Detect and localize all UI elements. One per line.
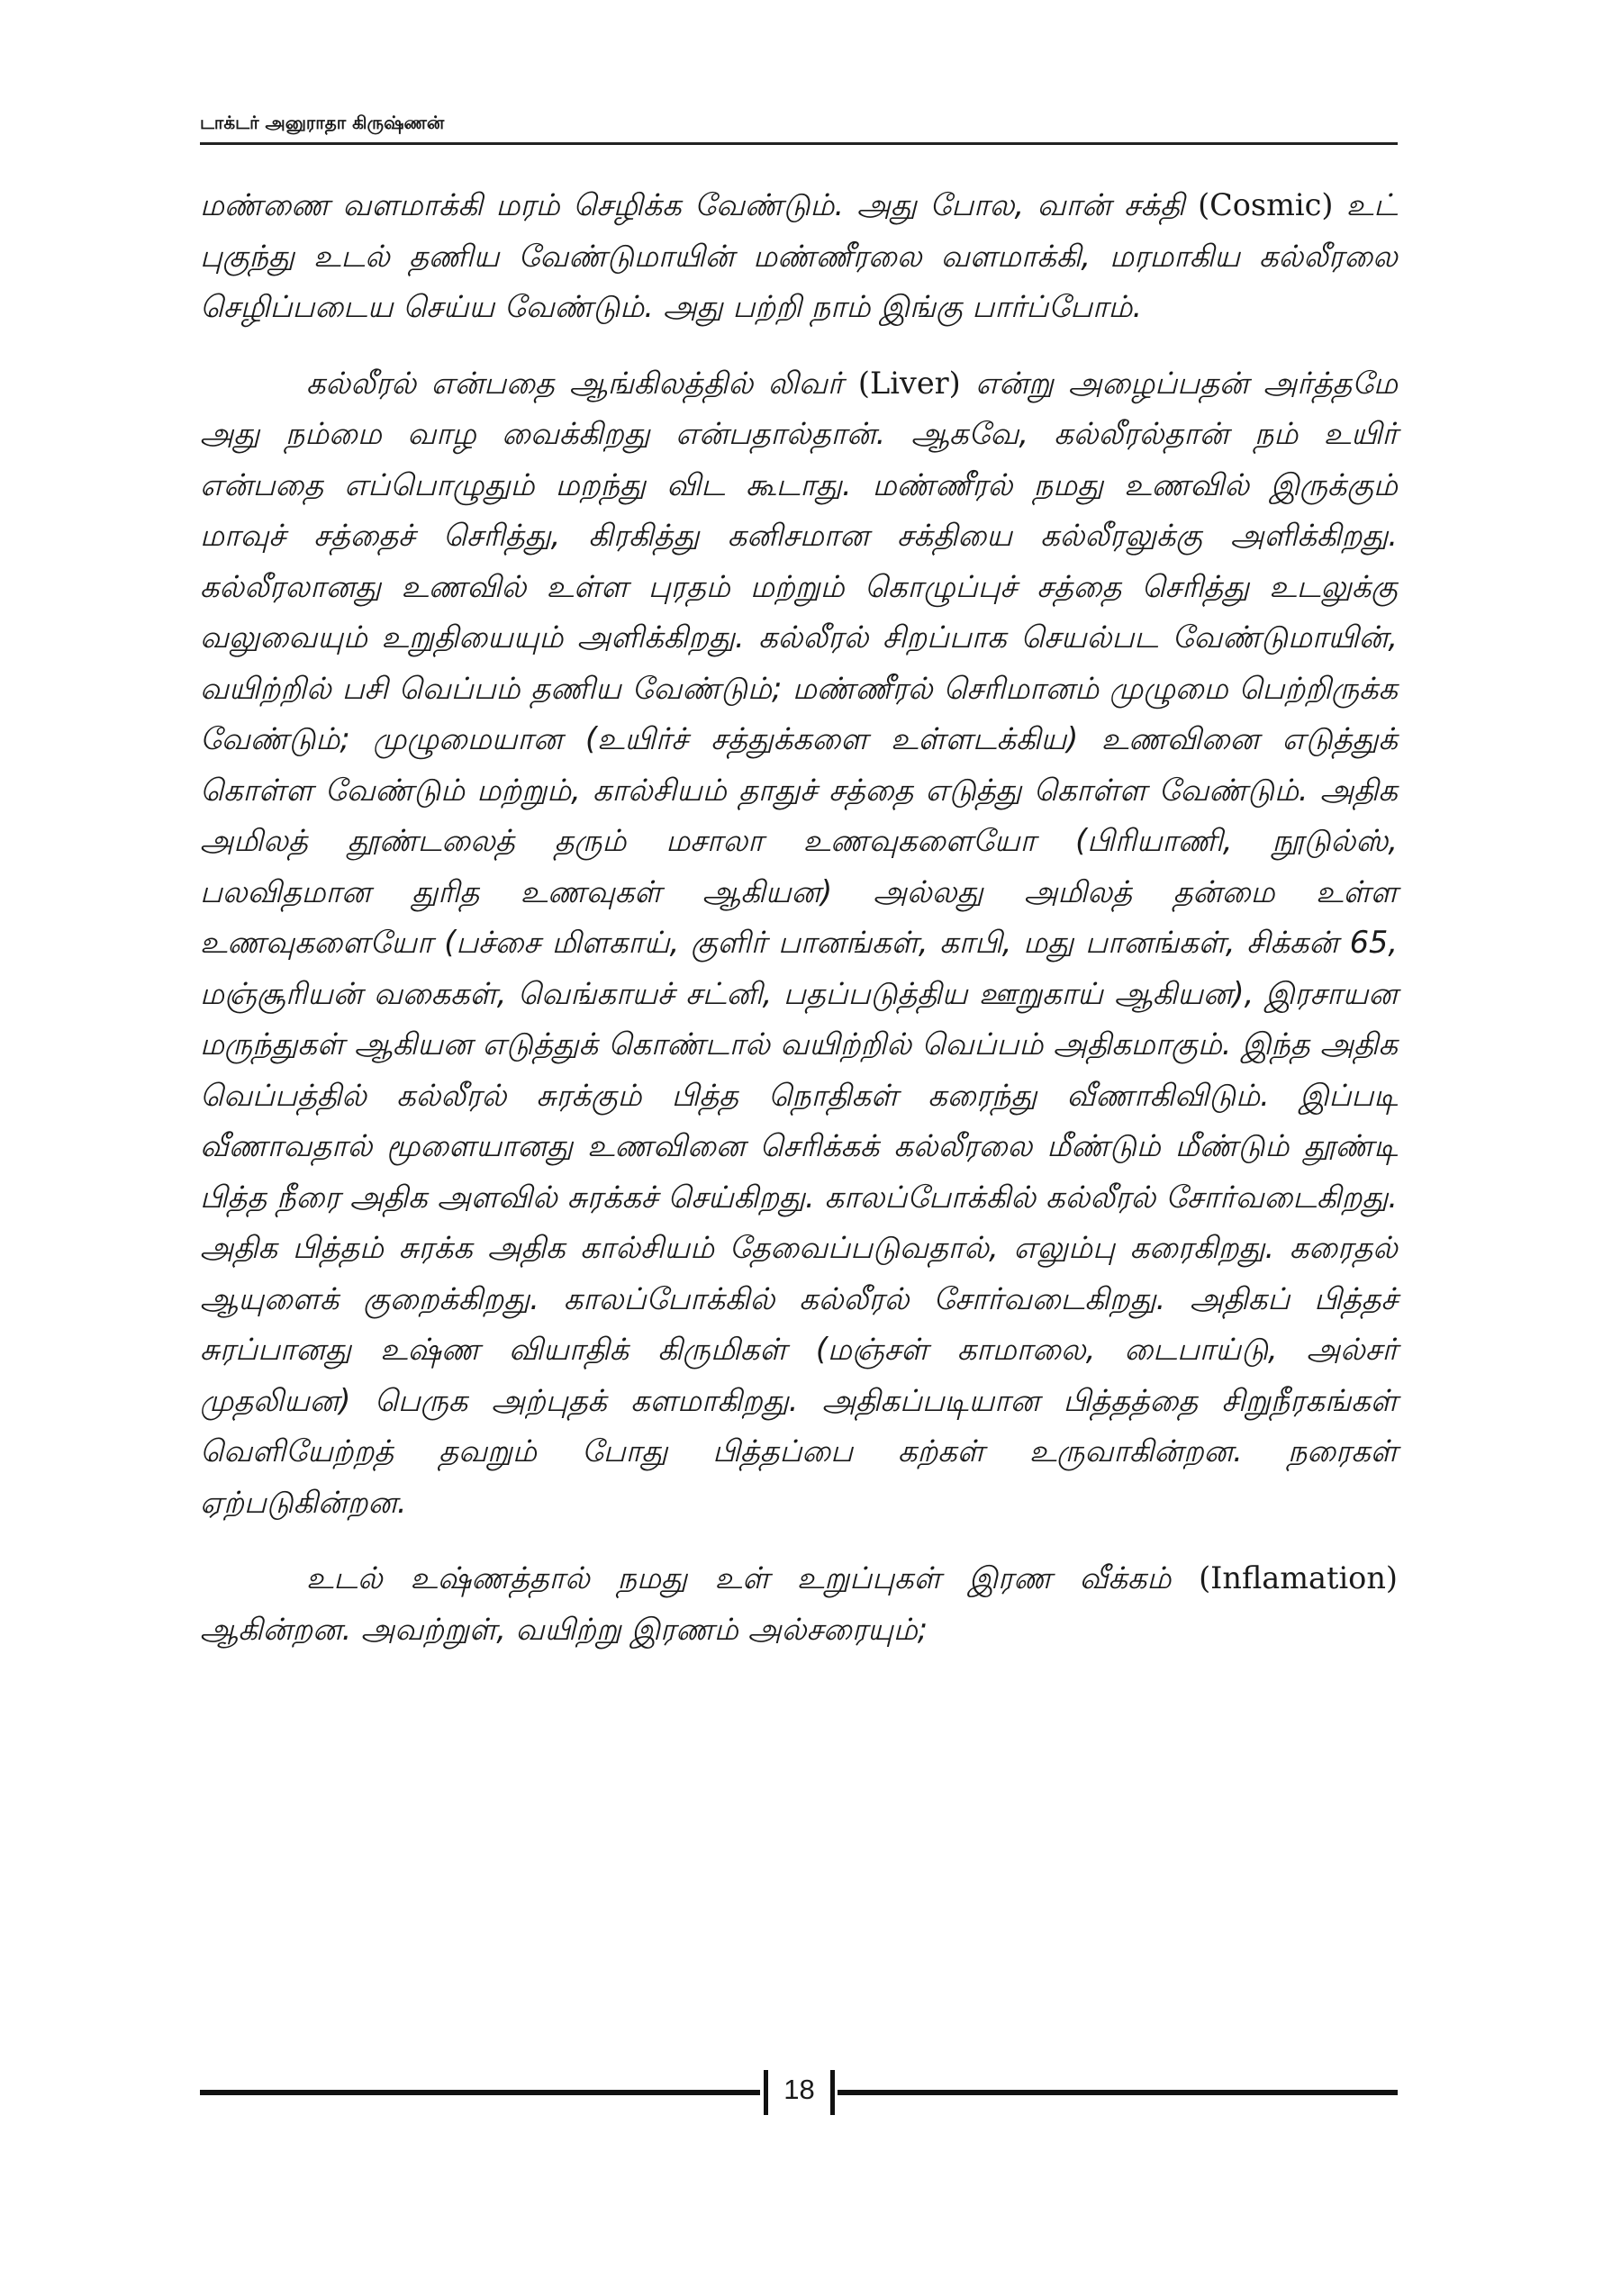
- paragraph-1-english-term: (Cosmic): [1198, 187, 1334, 222]
- paragraph-2-text-a: கல்லீரல் என்பதை ஆங்கிலத்தில் லிவர்: [306, 365, 858, 401]
- paragraph-2-english-term: (Liver): [857, 365, 961, 401]
- paragraph-3: [200, 1553, 1398, 1655]
- page-number: 18: [783, 2074, 815, 2105]
- page-footer: [200, 2068, 1398, 2122]
- paragraph-1-text-a: மண்ணை வளமாக்கி மரம் செழிக்க வேண்டும். அது போல, வான் சக்தி: [200, 187, 1199, 222]
- paragraph-2: [200, 358, 1398, 1529]
- paragraph-3-english-term: (Inflamation): [1199, 1560, 1398, 1595]
- running-header: டாக்டர் அனுராதா கிருஷ்ணன்: [200, 112, 445, 133]
- footer-rule-left: [200, 2090, 760, 2095]
- paragraph-3-text-b: ஆகின்றன. அவற்றுள், வயிற்று இரணம் அல்சரையும்;: [200, 1611, 928, 1647]
- header-divider: [200, 142, 1398, 145]
- paragraph-1: [200, 180, 1398, 333]
- body-text: [200, 180, 1398, 1655]
- paragraph-1-text-b: உட் புகுந்து உடல் தணிய வேண்டுமாயின் மண்ணீரலை வளமாக்கி, மரமாகிய கல்லீரலை செழிப்படைய செய்ய வேண்டும். அது பற்றி நாம் இங்கு பார்ப்போம்.: [200, 187, 1398, 324]
- footer-rule-right: [838, 2090, 1398, 2095]
- paragraph-2-text-b: என்று அழைப்பதன் அர்த்தமே அது நம்மை வாழ வைக்கிறது என்பதால்தான். ஆகவே, கல்லீரல்தான் நம் உயிர் என்பதை எப்பொழுதும் மறந்து விட கூடாது. மண்ணீரல் நமது உணவில் இருக்கும் மாவுச் சத்தைச் செரித்து, கிரகித்து கனிசமான சக்தியை கல்லீரலுக்கு அளிக்கிறது. கல்லீரலானது உணவில் உள்ள புரதம் மற்றும் கொழுப்புச் சத்தை செரித்து உடலுக்கு வலுவையும் உறுதியையும் அளிக்கிறது. கல்லீரல் சிறப்பாக செயல்பட வேண்டுமாயின், வயிற்றில் பசி வெப்பம் தணிய வேண்டும்; மண்ணீரல் செரிமானம் முழுமை பெற்றிருக்க வேண்டும்; முழுமையான (உயிர்ச் சத்துக்களை உள்ளடக்கிய) உணவினை எடுத்துக் கொள்ள வேண்டும் மற்றும், கால்சியம் தாதுச் சத்தை எடுத்து கொள்ள வேண்டும். அதிக அமிலத் தூண்டலைத் தரும் மசாலா உணவுகளையோ (பிரியாணி, நூடுல்ஸ், பலவிதமான துரித உணவுகள் ஆகியன) அல்லது அமிலத் தன்மை உள்ள உணவுகளையோ (பச்சை மிளகாய், குளிர் பானங்கள், காபி, மது பானங்கள், சிக்கன் 65, மஞ்சூரியன் வகைகள், வெங்காயச் சட்னி, பதப்படுத்திய ஊறுகாய் ஆகியன), இரசாயன மருந்துகள் ஆகியன எடுத்துக் கொண்டால் வயிற்றில் வெப்பம் அதிகமாகும். இந்த அதிக வெப்பத்தில் கல்லீரல் சுரக்கும் பித்த நொதிகள் கரைந்து வீணாகிவிடும். இப்படி வீணாவதால் மூளையானது உணவினை செரிக்கக் கல்லீரலை மீண்டும் மீண்டும் தூண்டி பித்த நீரை அதிக அளவில் சுரக்கச் செய்கிறது. காலப்போக்கில் கல்லீரல் சோர்வடைகிறது. அதிக பித்தம் சுரக்க அதிக கால்சியம் தேவைப்படுவதால், எலும்பு கரைகிறது. கரைதல் ஆயுளைக் குறைக்கிறது. காலப்போக்கில் கல்லீரல் சோர்வடைகிறது. அதிகப் பித்தச் சுரப்பானது உஷ்ண வியாதிக் கிருமிகள் (மஞ்சள் காமாலை, டைபாய்டு, அல்சர் முதலியன) பெருக அற்புதக் களமாகிறது. அதிகப்படியான பித்தத்தை சிறுநீரகங்கள் வெளியேற்றத் தவறும் போது பித்தப்பை கற்கள் உருவாகின்றன. நரைகள் ஏற்படுகின்றன.: [200, 365, 1398, 1520]
- footer-bar-right: [830, 2070, 835, 2115]
- paragraph-3-text-a: உடல் உஷ்ணத்தால் நமது உள் உறுப்புகள் இரண வீக்கம்: [306, 1560, 1200, 1595]
